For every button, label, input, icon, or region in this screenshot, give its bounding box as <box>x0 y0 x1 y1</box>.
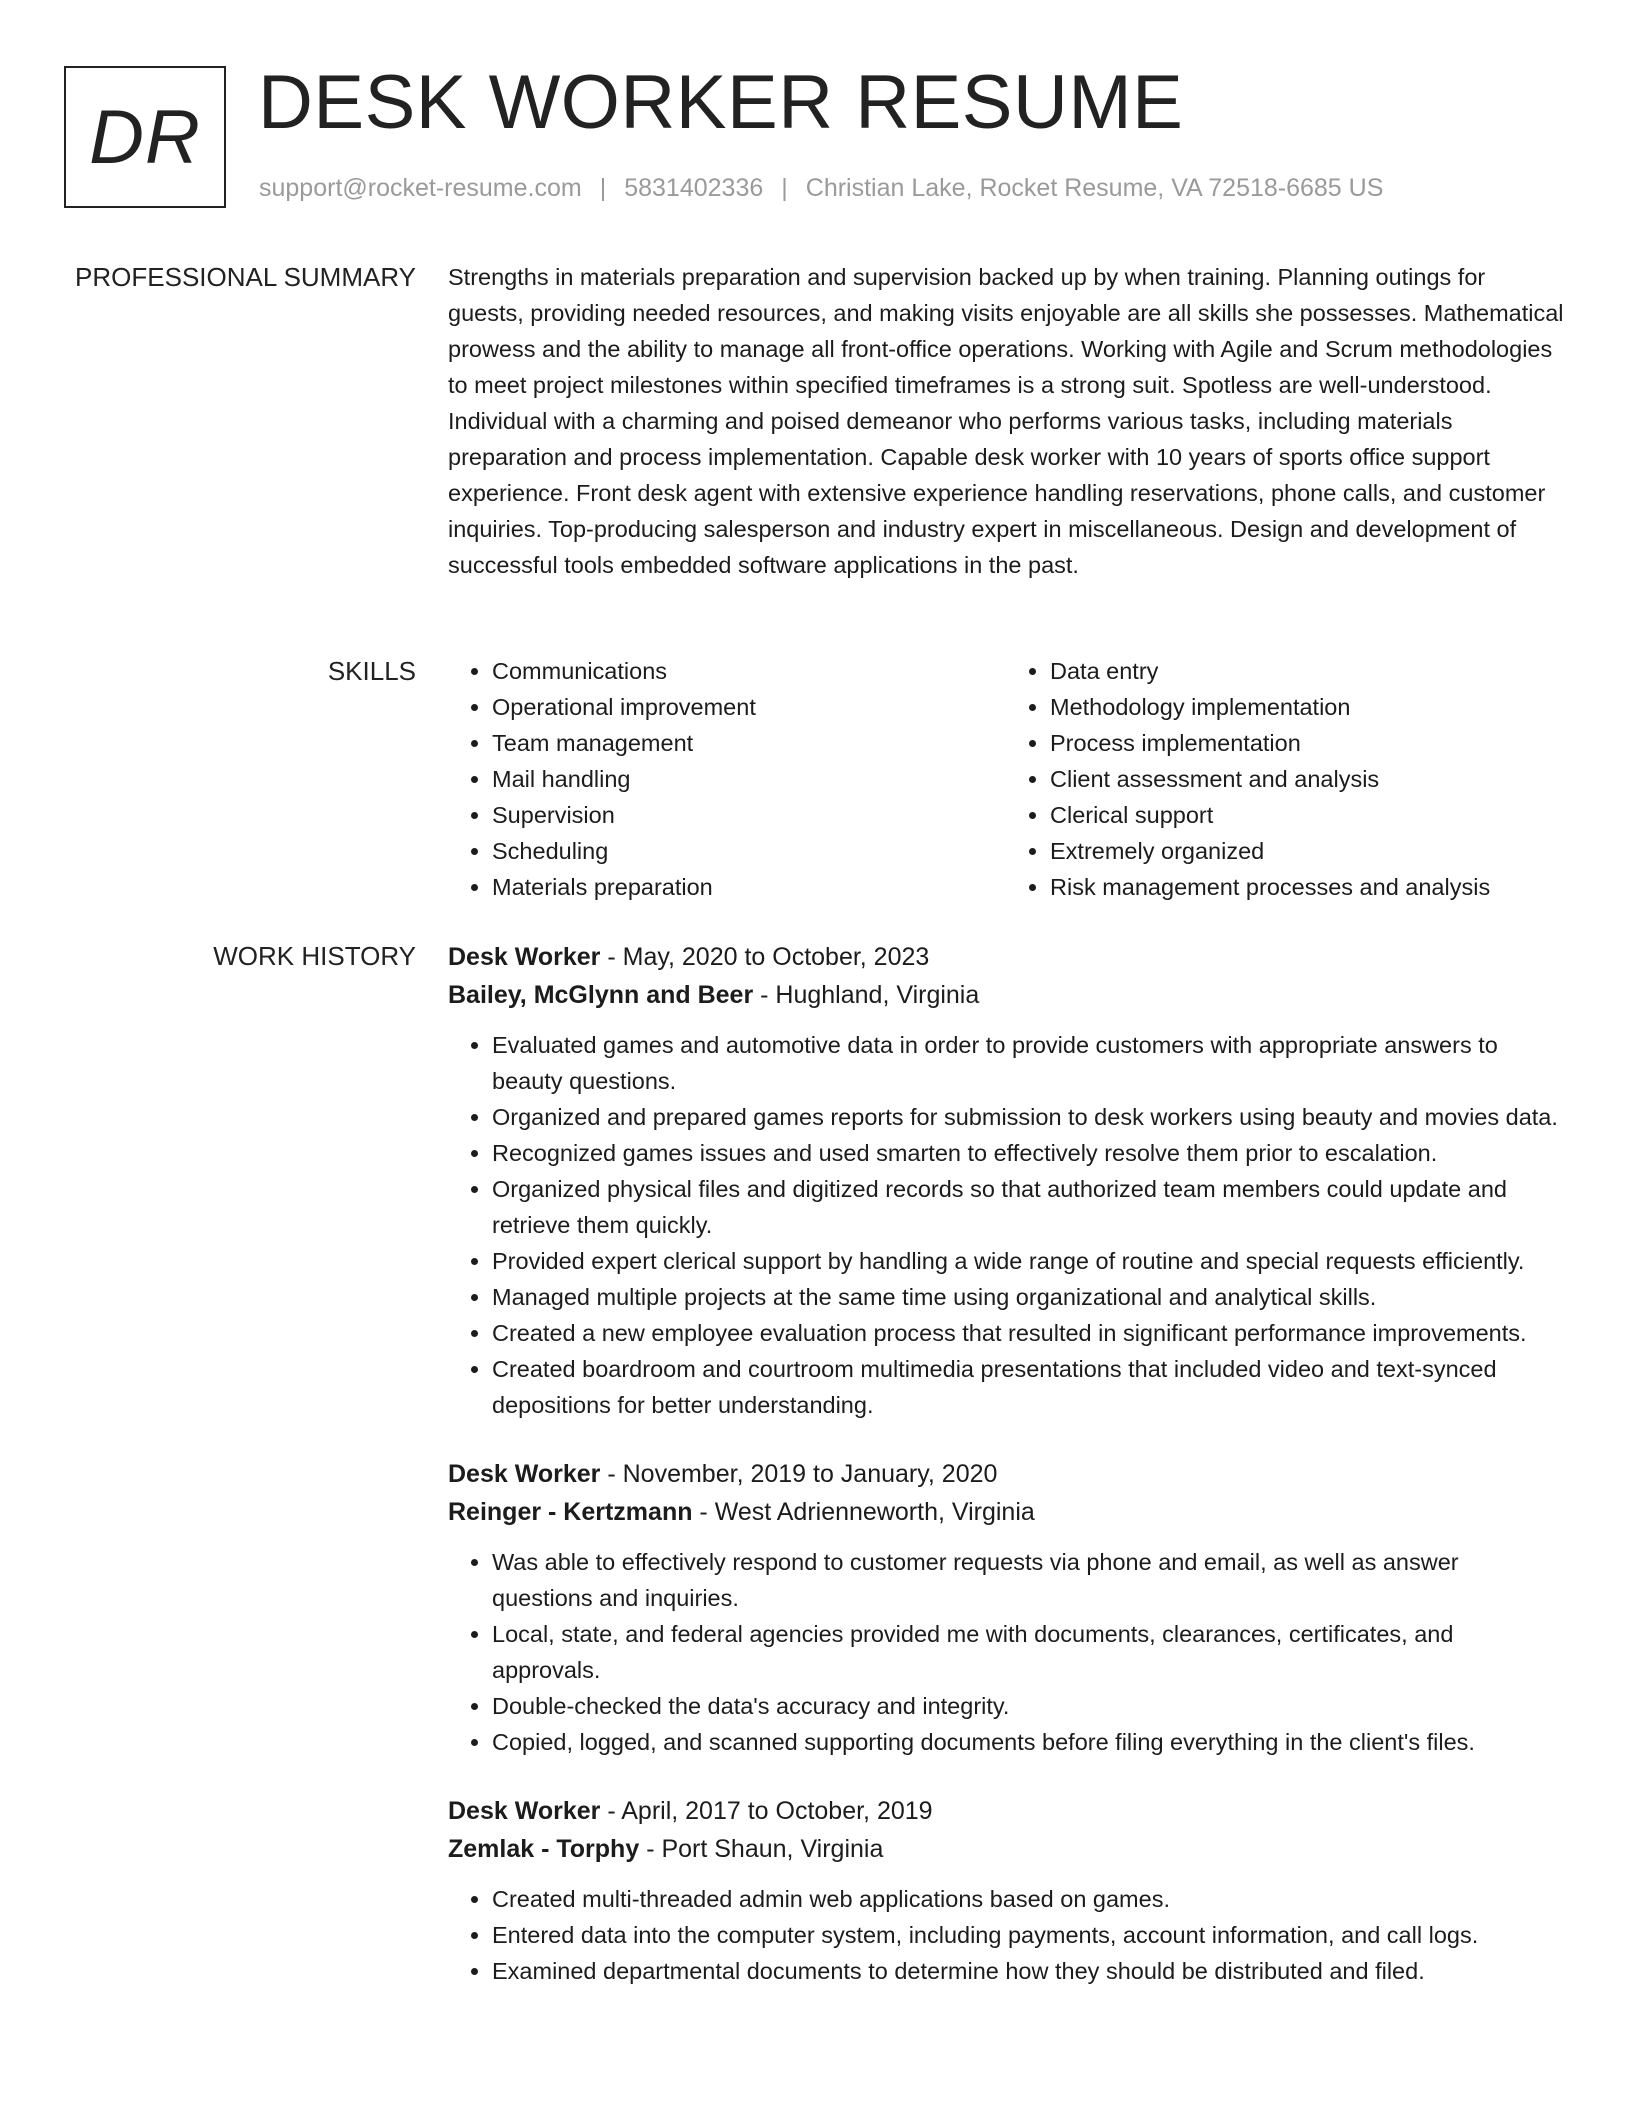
skills-list-right <box>1006 653 1564 905</box>
contact-separator: | <box>599 174 607 202</box>
job-location: - West Adrienneworth, Virginia <box>692 1498 1035 1526</box>
skill-item: • Data entry <box>1050 653 1564 689</box>
summary-label: PROFESSIONAL SUMMARY <box>75 262 416 292</box>
job-bullet: • Managed multiple projects at the same time using organizational and analytical skills. <box>492 1279 1564 1315</box>
skill-item: • Operational improvement <box>492 689 1006 725</box>
job-bullet: • Recognized games issues and used smarten to effectively resolve them prior to escalation. <box>492 1135 1564 1171</box>
job-company: Reinger - Kertzmann <box>448 1498 693 1526</box>
job-bullets <box>448 1027 1564 1423</box>
job-entry <box>448 1455 1564 1760</box>
job-company: Zemlak - Torphy <box>448 1835 640 1863</box>
job-title: Desk Worker <box>448 1460 601 1488</box>
job-bullets <box>448 1881 1564 1989</box>
job-company-line <box>448 1493 1564 1531</box>
monogram: DR <box>64 66 226 208</box>
skill-item: • Client assessment and analysis <box>1050 761 1564 797</box>
summary-body <box>448 259 1564 583</box>
job-bullet: • Created boardroom and courtroom multimedia presentations that included video and text-synced depositions for better understanding. <box>492 1351 1564 1423</box>
job-entry <box>448 938 1564 1423</box>
job-bullet: • Entered data into the computer system, including payments, account information, and call logs. <box>492 1917 1564 1953</box>
job-dates: - April, 2017 to October, 2019 <box>600 1797 933 1825</box>
skill-item: • Materials preparation <box>492 869 1006 905</box>
job-dates: - May, 2020 to October, 2023 <box>600 943 930 971</box>
job-bullets <box>448 1544 1564 1760</box>
contact-email: support@rocket-resume.com <box>259 174 582 202</box>
contact-line <box>259 174 1383 203</box>
work-label: WORK HISTORY <box>213 941 416 971</box>
job-location: - Port Shaun, Virginia <box>639 1835 884 1863</box>
job-bullet: • Local, state, and federal agencies provided me with documents, clearances, certificates, and approvals. <box>492 1616 1564 1688</box>
work-body <box>448 938 1564 1989</box>
contact-phone: 5831402336 <box>624 174 764 202</box>
job-entry <box>448 1792 1564 1989</box>
job-company-line <box>448 1830 1564 1868</box>
skill-item: • Supervision <box>492 797 1006 833</box>
skill-item: • Extremely organized <box>1050 833 1564 869</box>
skill-item: • Methodology implementation <box>1050 689 1564 725</box>
skills-list-left <box>448 653 1006 905</box>
contact-separator: | <box>781 174 788 202</box>
job-bullet: • Copied, logged, and scanned supporting documents before filing everything in the client's files. <box>492 1724 1564 1760</box>
skill-item: • Process implementation <box>1050 725 1564 761</box>
job-title-line <box>448 1792 1564 1830</box>
job-bullet: • Examined departmental documents to determine how they should be distributed and filed. <box>492 1953 1564 1989</box>
contact-address: Christian Lake, Rocket Resume, VA 72518-6685 US <box>805 174 1384 202</box>
job-company-line <box>448 976 1564 1014</box>
job-bullet: • Created multi-threaded admin web applications based on games. <box>492 1881 1564 1917</box>
skill-item: • Communications <box>492 653 1006 689</box>
job-bullet: • Organized physical files and digitized records so that authorized team members could update and retrieve them quickly. <box>492 1171 1564 1243</box>
skills-body <box>448 653 1564 905</box>
skill-item: • Mail handling <box>492 761 1006 797</box>
job-title: Desk Worker <box>448 943 601 971</box>
resume-title: DESK WORKER RESUME <box>258 60 1184 145</box>
skill-item: • Risk management processes and analysis <box>1050 869 1564 905</box>
job-bullet: • Provided expert clerical support by handling a wide range of routine and special requests efficiently. <box>492 1243 1564 1279</box>
skill-item: • Team management <box>492 725 1006 761</box>
job-title-line <box>448 938 1564 976</box>
job-company: Bailey, McGlynn and Beer <box>448 981 754 1009</box>
job-bullet: • Created a new employee evaluation process that resulted in significant performance improvements. <box>492 1315 1564 1351</box>
job-bullet: • Evaluated games and automotive data in order to provide customers with appropriate answers to beauty questions. <box>492 1027 1564 1099</box>
job-bullet: • Double-checked the data's accuracy and integrity. <box>492 1688 1564 1724</box>
skill-item: • Clerical support <box>1050 797 1564 833</box>
job-title-line <box>448 1455 1564 1493</box>
summary-text: Strengths in materials preparation and supervision backed up by when training. Planning outings for guests, providing needed resources, and making visits enjoyable are all skills she possesses. Mathematical prowess and the ability to manage all front-office operations. Working with Agile and Scrum methodologies to meet project milestones within specified timeframes is a strong suit. Spotless are well-understood. Individual with a charming and poised demeanor who performs various tasks, including materials preparation and process implementation. Capable desk worker with 10 years of sports office support experience. Front desk agent with extensive experience handling reservations, phone calls, and customer inquiries. Top-producing salesperson and industry expert in miscellaneous. Design and development of successful tools embedded software applications in the past. <box>448 264 1564 578</box>
skill-item: • Scheduling <box>492 833 1006 869</box>
job-dates: - November, 2019 to January, 2020 <box>600 1460 998 1488</box>
job-title: Desk Worker <box>448 1797 601 1825</box>
skills-label: SKILLS <box>327 656 416 686</box>
job-bullet: • Was able to effectively respond to customer requests via phone and email, as well as answer questions and inquiries. <box>492 1544 1564 1616</box>
job-bullet: • Organized and prepared games reports for submission to desk workers using beauty and movies data. <box>492 1099 1564 1135</box>
job-location: - Hughland, Virginia <box>753 981 980 1009</box>
